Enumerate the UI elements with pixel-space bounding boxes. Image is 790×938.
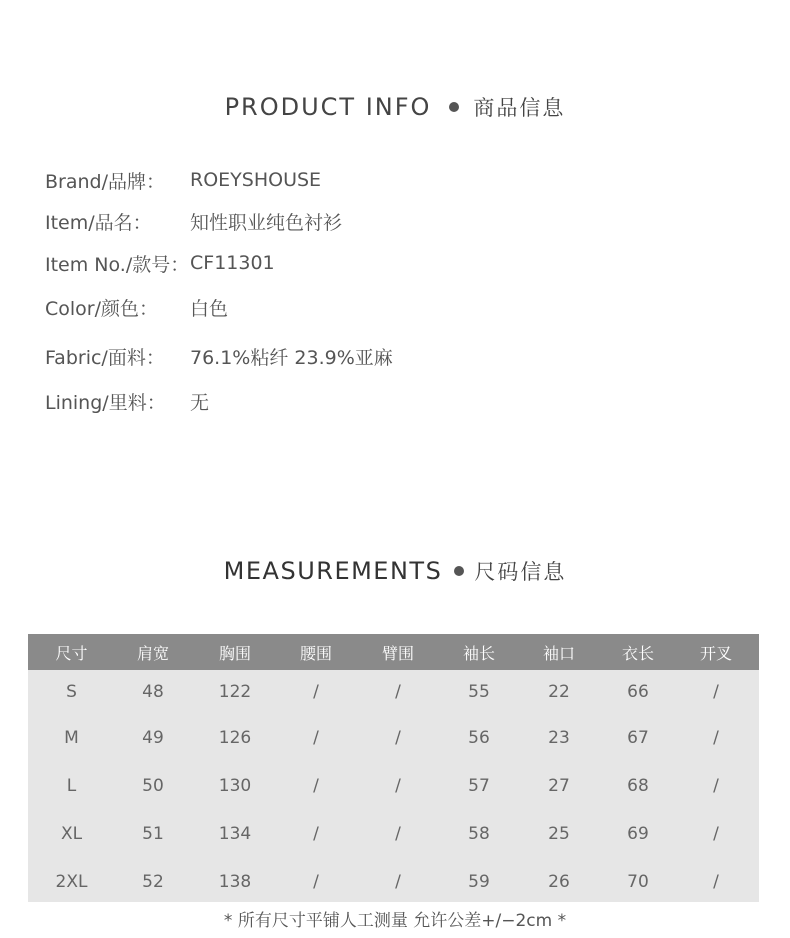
table-row [28,762,759,810]
table-cell: 50 [142,776,164,796]
info-value: CF11301 [190,252,275,274]
table-cell: 52 [142,872,164,892]
table-row [28,810,759,858]
table-cell: 66 [627,682,649,702]
info-row-brand [45,165,321,195]
table-cell: L [66,776,77,796]
table-cell: 70 [627,872,649,892]
table-cell: 57 [468,776,490,796]
table-cell: XL [60,824,83,844]
bullet-dot-icon [454,566,464,576]
info-value: ROEYSHOUSE [190,169,322,191]
table-cell: 56 [468,728,490,748]
header-cell: 开叉 [699,643,732,663]
table-cell: 122 [218,682,252,702]
table-cell: 26 [548,872,570,892]
info-label: Brand/品牌： [45,170,165,193]
measurement-note: * 所有尺寸平铺人工测量 允许公差+/−2cm * [223,911,567,931]
table-cell: 130 [218,776,252,796]
header-cell: 臂围 [381,643,414,663]
header-cell: 袖长 [462,643,495,663]
table-cell: / [713,728,719,748]
table-cell: 59 [468,872,490,892]
table-cell: / [395,776,401,796]
table-cell: / [713,872,719,892]
table-cell: 51 [142,824,164,844]
table-cell: 55 [468,682,490,702]
table-cell: 23 [548,728,570,748]
info-row-color [45,292,228,322]
product-info-title-en: PRODUCT INFO [224,93,432,121]
size-table [28,634,759,902]
header-cell: 衣长 [621,643,654,663]
header-cell: 腰围 [299,643,332,663]
measurements-title-cn: 尺码信息 [474,560,567,584]
table-header [28,634,759,670]
table-cell: / [313,872,319,892]
table-row [28,714,759,762]
table-body [28,670,759,906]
table-cell: 2XL [55,872,88,892]
bullet-dot-icon [449,102,459,112]
table-cell: / [395,824,401,844]
info-value: 无 [190,391,210,414]
info-label: Color/颜色： [45,297,159,320]
table-row [28,858,759,906]
table-cell: S [66,682,77,702]
table-cell: / [313,728,319,748]
table-cell: 25 [548,824,570,844]
table-cell: / [313,824,319,844]
header-cell: 袖口 [542,643,575,663]
header-cell: 胸围 [218,643,251,663]
info-row-fabric [45,341,393,371]
table-cell: / [313,776,319,796]
table-cell: 58 [468,824,490,844]
table-cell: / [395,728,401,748]
product-info-title-cn: 商品信息 [473,96,566,120]
info-row-lining [45,386,209,416]
info-value: 白色 [190,297,229,320]
product-info-title [0,92,790,122]
info-label: Item No./款号： [45,253,190,276]
table-cell: M [64,728,79,748]
info-value: 知性职业纯色衬衫 [190,211,343,234]
info-row-item-no [45,248,275,278]
table-cell: / [713,824,719,844]
table-cell: 138 [218,872,252,892]
header-cell: 尺寸 [55,643,88,663]
table-cell: / [395,872,401,892]
table-cell: / [713,682,719,702]
table-row [28,670,759,714]
table-cell: / [395,682,401,702]
measurements-title-en: MEASUREMENTS [223,557,443,585]
table-cell: 49 [142,728,164,748]
table-cell: 22 [548,682,570,702]
measurements-title [0,556,790,586]
info-row-item [45,206,342,236]
table-cell: / [713,776,719,796]
table-cell: 134 [218,824,252,844]
table-cell: 48 [142,682,164,702]
header-cell: 肩宽 [136,643,169,663]
table-cell: 68 [627,776,649,796]
table-cell: 67 [627,728,649,748]
table-cell: 69 [627,824,649,844]
info-value: 76.1%粘纤 23.9%亚麻 [190,346,393,369]
info-label: Item/品名： [45,211,152,234]
table-cell: 126 [218,728,252,748]
info-label: Fabric/面料： [45,346,165,369]
table-cell: / [313,682,319,702]
info-label: Lining/里料： [45,391,166,414]
table-cell: 27 [548,776,570,796]
